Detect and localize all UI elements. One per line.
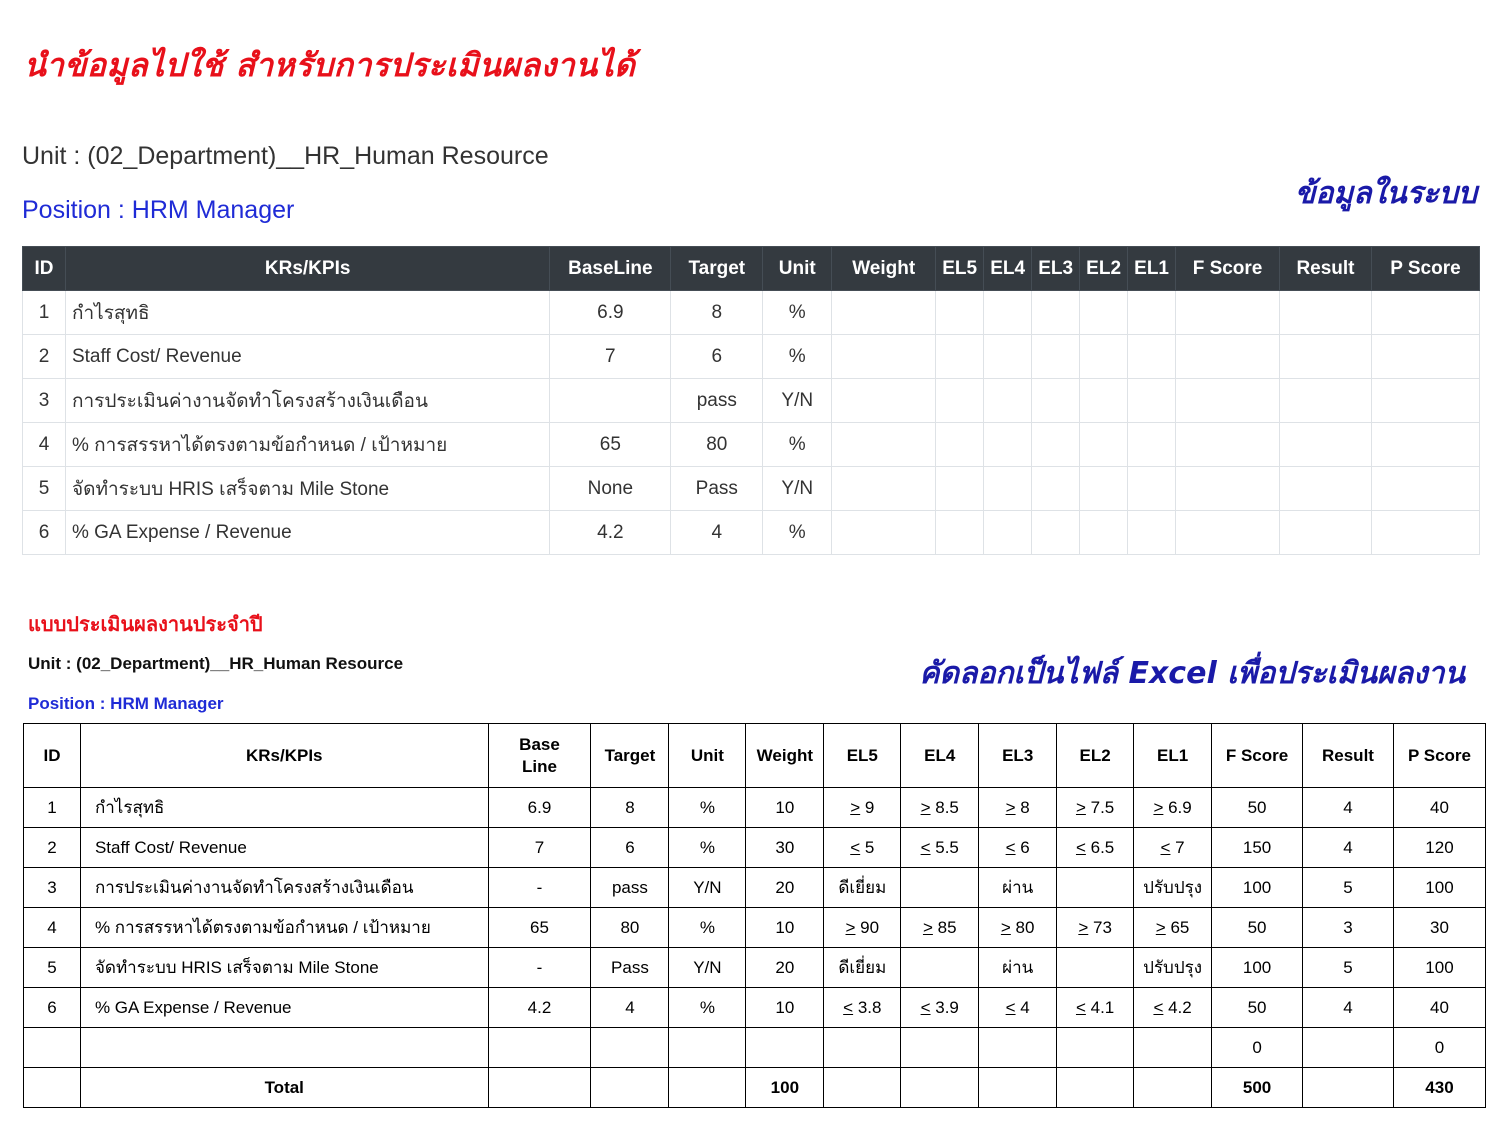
system-cell-el4 <box>984 335 1032 379</box>
system-cell-target: 8 <box>671 291 763 335</box>
excel-cell-baseline: 6.9 <box>488 788 591 828</box>
xl-header-el2: EL2 <box>1057 724 1134 788</box>
system-cell-el4 <box>984 467 1032 511</box>
excel-cell-id: 6 <box>24 988 81 1028</box>
excel-cell-result: 3 <box>1303 908 1394 948</box>
excel-cell-f-score: 50 <box>1212 908 1303 948</box>
system-cell-result <box>1280 467 1372 511</box>
excel-total-f-score: 500 <box>1212 1068 1303 1108</box>
system-position-label: Position : HRM Manager <box>22 196 295 224</box>
system-cell-unit: % <box>763 291 832 335</box>
system-cell-el3 <box>1032 467 1080 511</box>
excel-cell-id <box>24 1028 81 1068</box>
excel-cell-baseline: 65 <box>488 908 591 948</box>
system-cell-weight <box>832 291 936 335</box>
system-cell-unit: Y/N <box>763 467 832 511</box>
excel-cell-p-score: 30 <box>1393 908 1485 948</box>
excel-cell-el2: > 7.5 <box>1057 788 1134 828</box>
excel-cell-el3: < 6 <box>979 828 1057 868</box>
excel-cell-el3 <box>979 1028 1057 1068</box>
system-cell-target: 80 <box>671 423 763 467</box>
header-kpis[interactable]: KRs/KPIs <box>65 247 549 291</box>
system-cell-el4 <box>984 511 1032 555</box>
excel-cell-el4 <box>901 948 979 988</box>
excel-cell-id: 4 <box>24 908 81 948</box>
system-cell-result <box>1280 291 1372 335</box>
xl-header-target: Target <box>591 724 669 788</box>
excel-cell-unit: % <box>669 828 746 868</box>
system-cell-id: 5 <box>23 467 66 511</box>
xl-header-baseline: Base Line <box>488 724 591 788</box>
system-cell-el1 <box>1128 467 1176 511</box>
system-cell-kpi: Staff Cost/ Revenue <box>65 335 549 379</box>
system-cell-el5 <box>936 511 984 555</box>
excel-total-el5 <box>824 1068 901 1108</box>
system-cell-kpi: % GA Expense / Revenue <box>65 511 549 555</box>
system-cell-el4 <box>984 379 1032 423</box>
system-cell-el5 <box>936 379 984 423</box>
excel-cell-el3: ผ่าน <box>979 868 1057 908</box>
excel-cell-el5 <box>824 1028 901 1068</box>
excel-cell-target: 4 <box>591 988 669 1028</box>
excel-cell-weight: 10 <box>746 908 824 948</box>
excel-cell-el3: > 8 <box>979 788 1057 828</box>
excel-cell-el1: < 4.2 <box>1134 988 1212 1028</box>
system-cell-el5 <box>936 335 984 379</box>
excel-cell-el4: < 5.5 <box>901 828 979 868</box>
excel-cell-el4: > 85 <box>901 908 979 948</box>
header-el1[interactable]: EL1 <box>1128 247 1176 291</box>
excel-cell-el5: > 9 <box>824 788 901 828</box>
system-table-row <box>23 423 1480 467</box>
excel-total-baseline <box>488 1068 591 1108</box>
excel-cell-id: 3 <box>24 868 81 908</box>
system-cell-baseline: 6.9 <box>550 291 671 335</box>
excel-cell-f-score: 0 <box>1212 1028 1303 1068</box>
excel-cell-baseline: 7 <box>488 828 591 868</box>
excel-cell-baseline <box>488 1028 591 1068</box>
excel-cell-p-score: 100 <box>1393 868 1485 908</box>
system-cell-el1 <box>1128 335 1176 379</box>
excel-total-weight: 100 <box>746 1068 824 1108</box>
system-cell-f-score <box>1176 511 1280 555</box>
excel-cell-target: 6 <box>591 828 669 868</box>
system-cell-unit: % <box>763 423 832 467</box>
header-el4[interactable]: EL4 <box>984 247 1032 291</box>
excel-cell-id: 2 <box>24 828 81 868</box>
excel-total-kpi: Total <box>80 1068 488 1108</box>
excel-total-unit <box>669 1068 746 1108</box>
system-cell-f-score <box>1176 379 1280 423</box>
excel-cell-p-score: 0 <box>1393 1028 1485 1068</box>
excel-cell-el3: < 4 <box>979 988 1057 1028</box>
excel-cell-el5: < 5 <box>824 828 901 868</box>
excel-cell-baseline: - <box>488 948 591 988</box>
system-cell-p-score <box>1371 335 1479 379</box>
xl-header-weight: Weight <box>746 724 824 788</box>
system-cell-el1 <box>1128 379 1176 423</box>
xl-header-result: Result <box>1303 724 1394 788</box>
system-cell-weight <box>832 511 936 555</box>
excel-cell-el2 <box>1057 1028 1134 1068</box>
excel-cell-el3: > 80 <box>979 908 1057 948</box>
excel-cell-el4: < 3.9 <box>901 988 979 1028</box>
system-cell-p-score <box>1371 467 1479 511</box>
excel-cell-weight: 20 <box>746 948 824 988</box>
header-target[interactable]: Target <box>671 247 763 291</box>
excel-total-target <box>591 1068 669 1108</box>
system-cell-p-score <box>1371 511 1479 555</box>
system-cell-id: 2 <box>23 335 66 379</box>
system-cell-kpi: การประเมินค่างานจัดทำโครงสร้างเงินเดือน <box>65 379 549 423</box>
system-cell-baseline <box>550 379 671 423</box>
system-cell-el1 <box>1128 423 1176 467</box>
xl-header-unit: Unit <box>669 724 746 788</box>
system-cell-el4 <box>984 423 1032 467</box>
excel-cell-target <box>591 1028 669 1068</box>
excel-table-row <box>24 1028 1486 1068</box>
system-cell-el3 <box>1032 335 1080 379</box>
system-cell-el2 <box>1080 379 1128 423</box>
excel-cell-el5: > 90 <box>824 908 901 948</box>
xl-header-kpis: KRs/KPIs <box>80 724 488 788</box>
excel-cell-id: 1 <box>24 788 81 828</box>
excel-cell-kpi <box>80 1028 488 1068</box>
excel-table-row <box>24 948 1486 988</box>
excel-cell-unit: % <box>669 788 746 828</box>
system-cell-unit: % <box>763 335 832 379</box>
excel-table-row <box>24 828 1486 868</box>
excel-cell-f-score: 100 <box>1212 948 1303 988</box>
excel-cell-el5: ดีเยี่ยม <box>824 868 901 908</box>
system-cell-id: 6 <box>23 511 66 555</box>
system-cell-f-score <box>1176 335 1280 379</box>
system-cell-el5 <box>936 423 984 467</box>
excel-cell-f-score: 50 <box>1212 788 1303 828</box>
excel-position-label: Position : HRM Manager <box>28 694 224 713</box>
excel-cell-el2: < 4.1 <box>1057 988 1134 1028</box>
system-cell-target: 4 <box>671 511 763 555</box>
excel-cell-p-score: 120 <box>1393 828 1485 868</box>
system-cell-target: pass <box>671 379 763 423</box>
system-unit-label: Unit : (02_Department)__HR_Human Resource <box>22 142 549 170</box>
excel-cell-p-score: 40 <box>1393 788 1485 828</box>
excel-cell-result: 5 <box>1303 868 1394 908</box>
excel-cell-el1: < 7 <box>1134 828 1212 868</box>
system-cell-id: 1 <box>23 291 66 335</box>
excel-table-row <box>24 788 1486 828</box>
system-cell-result <box>1280 379 1372 423</box>
excel-kpi-table <box>23 723 1486 1108</box>
xl-header-f-score: F Score <box>1212 724 1303 788</box>
excel-cell-el5: < 3.8 <box>824 988 901 1028</box>
headline: นำข้อมูลไปใช้ สำหรับการประเมินผลงานได้ <box>24 46 636 84</box>
excel-cell-el5: ดีเยี่ยม <box>824 948 901 988</box>
excel-cell-kpi: Staff Cost/ Revenue <box>80 828 488 868</box>
excel-table-row <box>24 908 1486 948</box>
system-cell-result <box>1280 423 1372 467</box>
system-cell-result <box>1280 335 1372 379</box>
system-cell-target: 6 <box>671 335 763 379</box>
system-cell-id: 3 <box>23 379 66 423</box>
excel-cell-p-score: 40 <box>1393 988 1485 1028</box>
header-f-score[interactable]: F Score <box>1176 247 1280 291</box>
system-cell-weight <box>832 379 936 423</box>
excel-cell-target: 8 <box>591 788 669 828</box>
excel-table-header-row <box>24 724 1486 788</box>
excel-cell-f-score: 150 <box>1212 828 1303 868</box>
excel-cell-el2 <box>1057 948 1134 988</box>
xl-header-el1: EL1 <box>1134 724 1212 788</box>
excel-cell-target: Pass <box>591 948 669 988</box>
system-table-row <box>23 511 1480 555</box>
excel-cell-el3: ผ่าน <box>979 948 1057 988</box>
header-p-score[interactable]: P Score <box>1371 247 1479 291</box>
system-cell-el1 <box>1128 291 1176 335</box>
excel-cell-result: 4 <box>1303 828 1394 868</box>
header-el3[interactable]: EL3 <box>1032 247 1080 291</box>
system-data-note: ข้อมูลในระบบ <box>1294 176 1477 211</box>
xl-header-el3: EL3 <box>979 724 1057 788</box>
excel-cell-weight: 10 <box>746 988 824 1028</box>
excel-cell-result: 5 <box>1303 948 1394 988</box>
system-cell-el2 <box>1080 467 1128 511</box>
header-el5[interactable]: EL5 <box>936 247 984 291</box>
system-cell-baseline: None <box>550 467 671 511</box>
system-cell-weight <box>832 423 936 467</box>
system-cell-weight <box>832 335 936 379</box>
system-cell-baseline: 65 <box>550 423 671 467</box>
excel-cell-weight: 20 <box>746 868 824 908</box>
excel-table-row <box>24 868 1486 908</box>
excel-cell-result: 4 <box>1303 988 1394 1028</box>
system-cell-el2 <box>1080 511 1128 555</box>
system-cell-kpi: จัดทำระบบ HRIS เสร็จตาม Mile Stone <box>65 467 549 511</box>
excel-cell-kpi: การประเมินค่างานจัดทำโครงสร้างเงินเดือน <box>80 868 488 908</box>
excel-total-id <box>24 1068 81 1108</box>
system-cell-el3 <box>1032 291 1080 335</box>
header-unit[interactable]: Unit <box>763 247 832 291</box>
system-cell-baseline: 7 <box>550 335 671 379</box>
excel-cell-unit: Y/N <box>669 868 746 908</box>
excel-cell-el4: > 8.5 <box>901 788 979 828</box>
excel-cell-result: 4 <box>1303 788 1394 828</box>
excel-total-row <box>24 1068 1486 1108</box>
system-table-row <box>23 379 1480 423</box>
excel-cell-kpi: จัดทำระบบ HRIS เสร็จตาม Mile Stone <box>80 948 488 988</box>
excel-total-el3 <box>979 1068 1057 1108</box>
xl-header-id: ID <box>24 724 81 788</box>
system-cell-result <box>1280 511 1372 555</box>
system-table-row <box>23 335 1480 379</box>
excel-cell-p-score: 100 <box>1393 948 1485 988</box>
excel-total-el1 <box>1134 1068 1212 1108</box>
excel-table-row <box>24 988 1486 1028</box>
excel-cell-f-score: 50 <box>1212 988 1303 1028</box>
excel-cell-weight <box>746 1028 824 1068</box>
system-cell-f-score <box>1176 423 1280 467</box>
excel-cell-el4 <box>901 868 979 908</box>
system-table-row <box>23 467 1480 511</box>
system-cell-kpi: กำไรสุทธิ <box>65 291 549 335</box>
excel-cell-weight: 10 <box>746 788 824 828</box>
excel-total-result <box>1303 1068 1394 1108</box>
system-cell-f-score <box>1176 291 1280 335</box>
excel-cell-kpi: % GA Expense / Revenue <box>80 988 488 1028</box>
excel-cell-weight: 30 <box>746 828 824 868</box>
excel-cell-f-score: 100 <box>1212 868 1303 908</box>
system-cell-weight <box>832 467 936 511</box>
system-cell-el2 <box>1080 423 1128 467</box>
system-cell-el2 <box>1080 335 1128 379</box>
excel-total-el2 <box>1057 1068 1134 1108</box>
excel-cell-target: 80 <box>591 908 669 948</box>
system-cell-el2 <box>1080 291 1128 335</box>
system-cell-p-score <box>1371 291 1479 335</box>
header-id[interactable]: ID <box>23 247 66 291</box>
system-cell-unit: Y/N <box>763 379 832 423</box>
excel-cell-baseline: - <box>488 868 591 908</box>
excel-cell-unit: % <box>669 988 746 1028</box>
system-cell-el3 <box>1032 423 1080 467</box>
excel-cell-kpi: กำไรสุทธิ <box>80 788 488 828</box>
header-weight[interactable]: Weight <box>832 247 936 291</box>
xl-header-el4: EL4 <box>901 724 979 788</box>
excel-cell-unit: Y/N <box>669 948 746 988</box>
excel-cell-el1: > 65 <box>1134 908 1212 948</box>
system-cell-baseline: 4.2 <box>550 511 671 555</box>
excel-cell-el4 <box>901 1028 979 1068</box>
excel-cell-kpi: % การสรรหาได้ตรงตามข้อกำหนด / เป้าหมาย <box>80 908 488 948</box>
xl-header-el5: EL5 <box>824 724 901 788</box>
system-cell-el5 <box>936 291 984 335</box>
excel-unit-label: Unit : (02_Department)__HR_Human Resource <box>28 654 404 673</box>
excel-cell-result <box>1303 1028 1394 1068</box>
excel-cell-unit <box>669 1028 746 1068</box>
excel-cell-el1: > 6.9 <box>1134 788 1212 828</box>
header-el2[interactable]: EL2 <box>1080 247 1128 291</box>
system-cell-el3 <box>1032 511 1080 555</box>
excel-cell-el1 <box>1134 1028 1212 1068</box>
system-cell-unit: % <box>763 511 832 555</box>
system-cell-p-score <box>1371 379 1479 423</box>
system-table-row <box>23 291 1480 335</box>
system-cell-el1 <box>1128 511 1176 555</box>
excel-cell-unit: % <box>669 908 746 948</box>
system-table-header-row <box>23 247 1480 291</box>
excel-cell-el2: > 73 <box>1057 908 1134 948</box>
header-baseline[interactable]: BaseLine <box>550 247 671 291</box>
excel-cell-el2: < 6.5 <box>1057 828 1134 868</box>
system-cell-el4 <box>984 291 1032 335</box>
excel-copy-note: คัดลอกเป็นไฟล์ Excel เพื่อประเมินผลงาน <box>919 656 1465 691</box>
system-cell-p-score <box>1371 423 1479 467</box>
excel-total-p-score: 430 <box>1393 1068 1485 1108</box>
system-cell-el5 <box>936 467 984 511</box>
excel-cell-id: 5 <box>24 948 81 988</box>
excel-cell-target: pass <box>591 868 669 908</box>
system-cell-el3 <box>1032 379 1080 423</box>
system-kpi-table <box>22 246 1480 555</box>
system-cell-target: Pass <box>671 467 763 511</box>
excel-cell-el2 <box>1057 868 1134 908</box>
excel-cell-el1: ปรับปรุง <box>1134 868 1212 908</box>
system-cell-kpi: % การสรรหาได้ตรงตามข้อกำหนด / เป้าหมาย <box>65 423 549 467</box>
excel-cell-el1: ปรับปรุง <box>1134 948 1212 988</box>
excel-total-el4 <box>901 1068 979 1108</box>
system-cell-id: 4 <box>23 423 66 467</box>
excel-form-title: แบบประเมินผลงานประจำปี <box>28 612 263 636</box>
excel-cell-baseline: 4.2 <box>488 988 591 1028</box>
system-cell-f-score <box>1176 467 1280 511</box>
header-result[interactable]: Result <box>1280 247 1372 291</box>
xl-header-p-score: P Score <box>1393 724 1485 788</box>
